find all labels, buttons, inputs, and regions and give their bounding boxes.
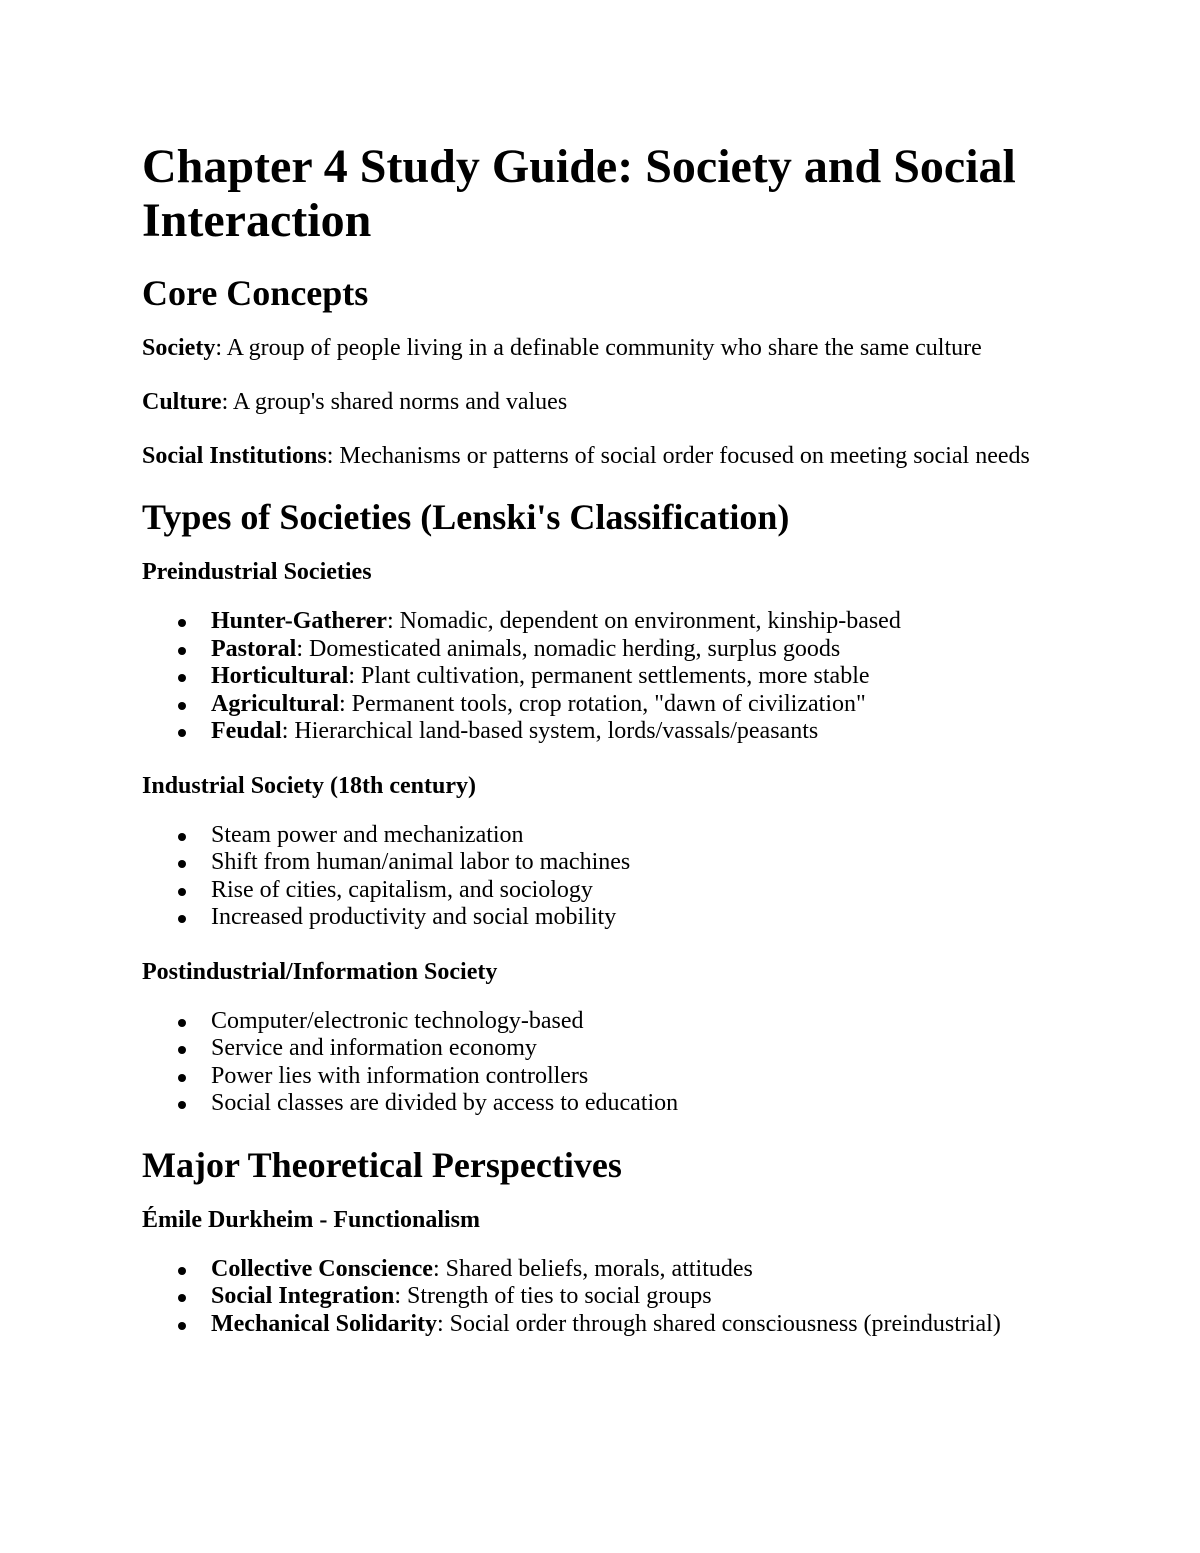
bullet-icon <box>178 674 186 682</box>
list-item <box>142 822 1042 850</box>
definition-text: : A group of people living in a definable community who share the same culture <box>215 335 982 361</box>
subheading-durkheim: Émile Durkheim - Functionalism <box>142 1206 481 1233</box>
list-item <box>142 1090 1042 1118</box>
bullet-icon <box>178 1267 186 1275</box>
item-text: Steam power and mechanization <box>211 821 524 848</box>
durkheim-list <box>142 1256 1042 1339</box>
document-page <box>142 140 1042 1364</box>
item-text: : Plant cultivation, permanent settlements, more stable <box>348 663 870 689</box>
list-item <box>142 904 1042 932</box>
subheading-postindustrial: Postindustrial/Information Society <box>142 958 498 985</box>
bullet-icon <box>178 1019 186 1027</box>
bullet-icon <box>178 647 186 655</box>
bullet-icon <box>178 702 186 710</box>
definition-term: Culture <box>142 389 222 415</box>
list-item <box>142 849 1042 877</box>
list-item <box>142 1008 1042 1036</box>
bullet-icon <box>178 888 186 896</box>
list-item <box>142 1256 1042 1284</box>
list-item <box>142 1283 1042 1311</box>
section-heading-theoretical-perspectives: Major Theoretical Perspectives <box>142 1144 622 1185</box>
item-term: Social Integration <box>211 1283 395 1309</box>
item-text: : Social order through shared consciousness (preindustrial) <box>436 1310 1001 1337</box>
bullet-icon <box>178 833 186 841</box>
definition-text: : Mechanisms or patterns of social order focused on meeting social needs <box>326 443 1030 469</box>
list-item <box>142 691 1042 719</box>
bullet-icon <box>178 1074 186 1082</box>
list-item <box>142 1035 1042 1063</box>
item-text: Service and information economy <box>211 1035 537 1061</box>
definition-text: : A group's shared norms and values <box>221 389 568 415</box>
definition-term: Society <box>142 335 216 361</box>
section-heading-core-concepts: Core Concepts <box>142 273 369 313</box>
subheading-industrial: Industrial Society (18th century) <box>142 772 476 799</box>
list-item <box>142 663 1042 691</box>
item-text: : Nomadic, dependent on environment, kinship-based <box>386 608 901 634</box>
item-text: : Hierarchical land-based system, lords/vassals/peasants <box>281 718 819 744</box>
preindustrial-list <box>142 608 1042 746</box>
item-term: Mechanical Solidarity <box>211 1310 437 1337</box>
bullet-icon <box>178 1046 186 1054</box>
item-text: Increased productivity and social mobility <box>211 904 617 930</box>
item-term: Feudal <box>211 718 282 744</box>
subheading-preindustrial: Preindustrial Societies <box>142 559 372 585</box>
bullet-icon <box>178 915 186 923</box>
section-heading-types-of-societies: Types of Societies (Lenski's Classification) <box>142 497 790 537</box>
bullet-icon <box>178 729 186 737</box>
list-item <box>142 1063 1042 1091</box>
item-text: Computer/electronic technology-based <box>211 1007 584 1034</box>
item-text: : Shared beliefs, morals, attitudes <box>432 1255 753 1282</box>
item-term: Hunter-Gatherer <box>211 608 387 634</box>
industrial-list <box>142 822 1042 932</box>
definition-culture <box>142 388 1042 416</box>
item-text: : Permanent tools, crop rotation, "dawn of civilization" <box>338 690 866 717</box>
list-item <box>142 718 1042 746</box>
list-item <box>142 877 1042 905</box>
item-term: Horticultural <box>211 663 349 689</box>
bullet-icon <box>178 1101 186 1109</box>
item-term: Collective Conscience <box>211 1255 433 1282</box>
item-term: Agricultural <box>211 690 339 717</box>
definition-society <box>142 334 1042 362</box>
item-text: Social classes are divided by access to education <box>211 1090 679 1116</box>
item-term: Pastoral <box>211 635 297 662</box>
bullet-icon <box>178 1294 186 1302</box>
item-text: Shift from human/animal labor to machines <box>211 849 631 875</box>
postindustrial-list <box>142 1008 1042 1118</box>
bullet-icon <box>178 860 186 868</box>
definition-term: Social Institutions <box>142 443 327 469</box>
page-title: Chapter 4 Study Guide: Society and Social Interaction <box>142 140 1016 247</box>
item-text: Power lies with information controllers <box>211 1062 589 1089</box>
list-item <box>142 1311 1042 1339</box>
list-item <box>142 636 1042 664</box>
item-text: : Strength of ties to social groups <box>394 1283 712 1309</box>
list-item <box>142 608 1042 636</box>
item-text: : Domesticated animals, nomadic herding, surplus goods <box>296 635 841 662</box>
bullet-icon <box>178 1322 186 1330</box>
bullet-icon <box>178 619 186 627</box>
definition-social-institutions <box>142 442 1042 470</box>
item-text: Rise of cities, capitalism, and sociology <box>211 876 593 903</box>
